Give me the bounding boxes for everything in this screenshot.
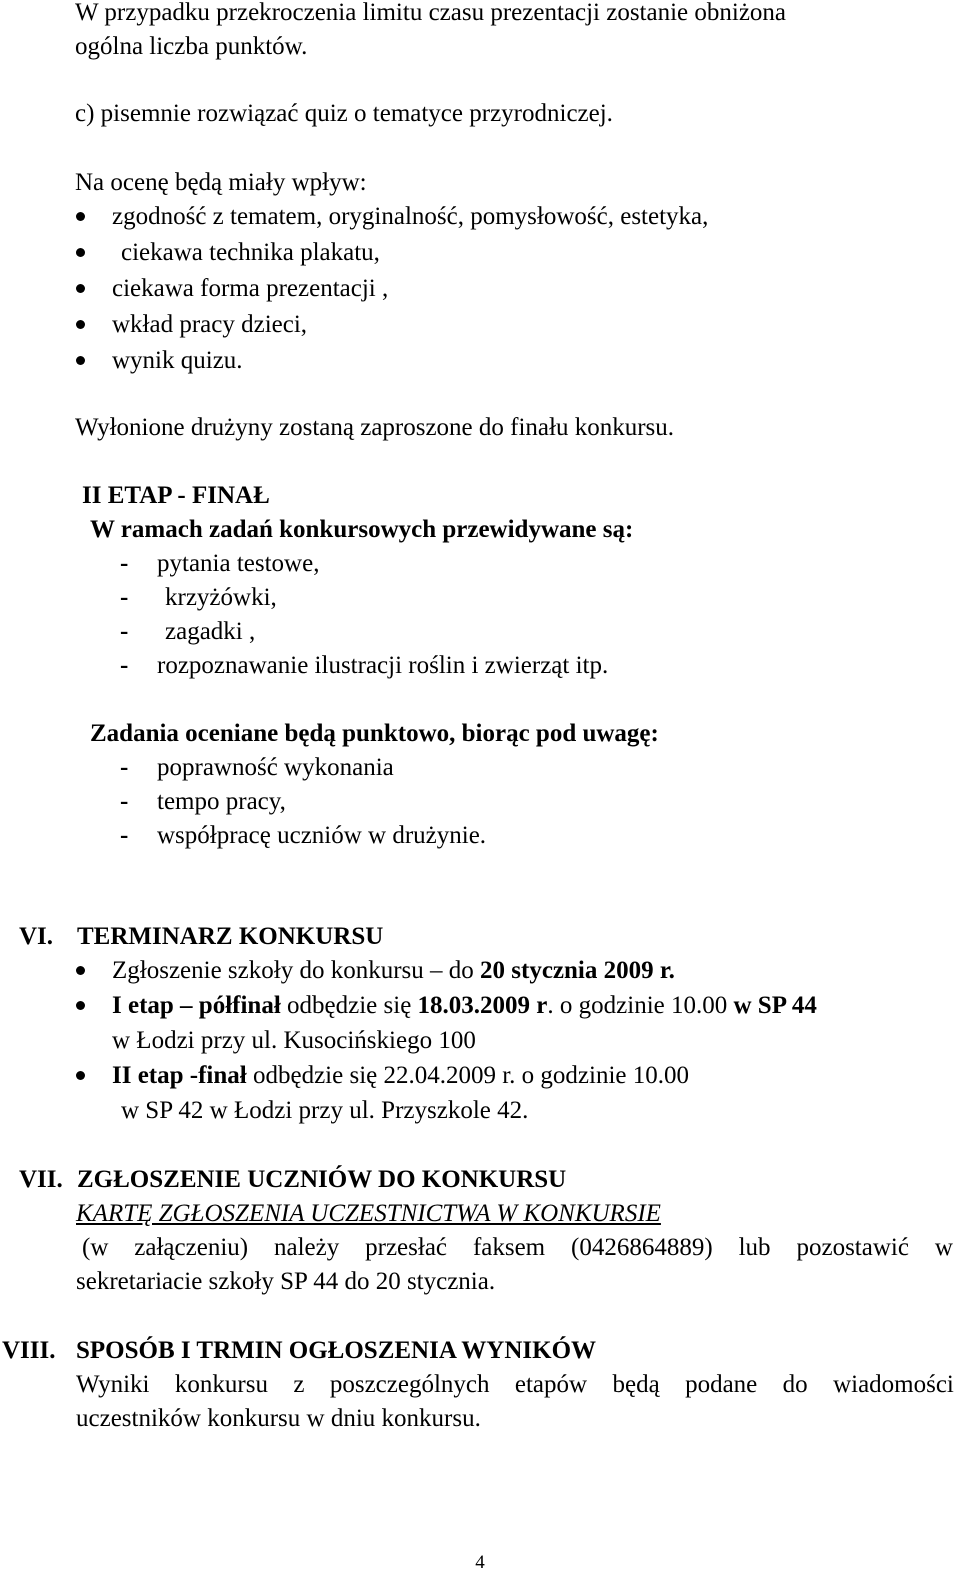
intro-line-1: W przypadku przekroczenia limitu czasu prezentacji zostanie obniżona [75, 0, 787, 26]
dash-marker: - [120, 618, 129, 645]
intro-line-2: ogólna liczba punktów. [75, 33, 308, 60]
evaluation-bullet-2: ciekawa technika plakatu, [121, 239, 380, 266]
evaluation-bullet-3: ciekawa forma prezentacji , [112, 275, 389, 302]
section8-line-1: Wyniki konkursu z poszczególnych etapów będą podane do wiadomości [76, 1371, 954, 1398]
section6-item-2: I etap – półfinał odbędzie się 18.03.2009 r. o godzinie 10.00 w SP 44 [112, 992, 817, 1019]
dash-marker: - [120, 550, 129, 577]
section6-title: TERMINARZ KONKURSU [77, 923, 384, 950]
bullet-icon [76, 356, 85, 365]
page-number: 4 [475, 1552, 485, 1573]
stage2-title: II ETAP - FINAŁ [82, 482, 270, 509]
section7-numeral: VII. [19, 1166, 63, 1193]
dash-marker: - [120, 584, 129, 611]
section7-title: ZGŁOSZENIE UCZNIÓW DO KONKURSU [77, 1166, 567, 1193]
section7-form-name: KARTĘ ZGŁOSZENIA UCZESTNICTWA W KONKURSIE [76, 1200, 661, 1227]
section8-numeral: VIII. [2, 1337, 56, 1364]
dash-marker: - [120, 788, 129, 815]
stage2-task-2: krzyżówki, [165, 584, 277, 611]
dash-marker: - [120, 754, 129, 781]
section6-item-3-line-2: w SP 42 w Łodzi przy ul. Przyszkole 42. [121, 1097, 529, 1124]
stage2-task-4: rozpoznawanie ilustracji roślin i zwierząt itp. [157, 652, 609, 679]
dash-marker: - [120, 652, 129, 679]
bullet-icon [76, 966, 85, 975]
stage2-task-1: pytania testowe, [157, 550, 320, 577]
section6-numeral: VI. [19, 923, 54, 950]
section8-line-2: uczestników konkursu w dniu konkursu. [76, 1405, 481, 1432]
evaluation-bullet-5: wynik quizu. [112, 347, 243, 374]
bullet-icon [76, 248, 85, 257]
dash-marker: - [120, 822, 129, 849]
section6-item-1: Zgłoszenie szkoły do konkursu – do 20 stycznia 2009 r. [112, 957, 675, 984]
section6-item-2-line-2: w Łodzi przy ul. Kusocińskiego 100 [112, 1027, 476, 1054]
bullet-icon [76, 284, 85, 293]
stage2-task-3: zagadki , [165, 618, 256, 645]
bullet-icon [76, 1001, 85, 1010]
evaluation-bullet-1: zgodność z tematem, oryginalność, pomysłowość, estetyka, [112, 203, 709, 230]
section7-line-2: sekretariacie szkoły SP 44 do 20 stycznia. [76, 1268, 496, 1295]
stage2-scoring-2: tempo pracy, [157, 788, 286, 815]
bullet-icon [76, 212, 85, 221]
evaluation-bullet-4: wkład pracy dzieci, [112, 311, 308, 338]
stage2-scoring-heading: Zadania oceniane będą punktowo, biorąc pod uwagę: [90, 720, 659, 747]
section7-line-1: (w załączeniu) należy przesłać faksem (0426864889) lub pozostawić w [82, 1234, 953, 1261]
bullet-icon [76, 1071, 85, 1080]
evaluation-closing: Wyłonione drużyny zostaną zaproszone do finału konkursu. [75, 414, 675, 441]
evaluation-heading: Na ocenę będą miały wpływ: [75, 169, 367, 196]
intro-item-c: c) pisemnie rozwiązać quiz o tematyce przyrodniczej. [75, 100, 613, 127]
section6-item-3: II etap -finał odbędzie się 22.04.2009 r. o godzinie 10.00 [112, 1062, 690, 1089]
stage2-scoring-1: poprawność wykonania [157, 754, 394, 781]
stage2-tasks-heading: W ramach zadań konkursowych przewidywane są: [90, 516, 634, 543]
stage2-scoring-3: współpracę uczniów w drużynie. [157, 822, 487, 849]
bullet-icon [76, 320, 85, 329]
section8-title: SPOSÓB I TRMIN OGŁOSZENIA WYNIKÓW [76, 1337, 597, 1364]
